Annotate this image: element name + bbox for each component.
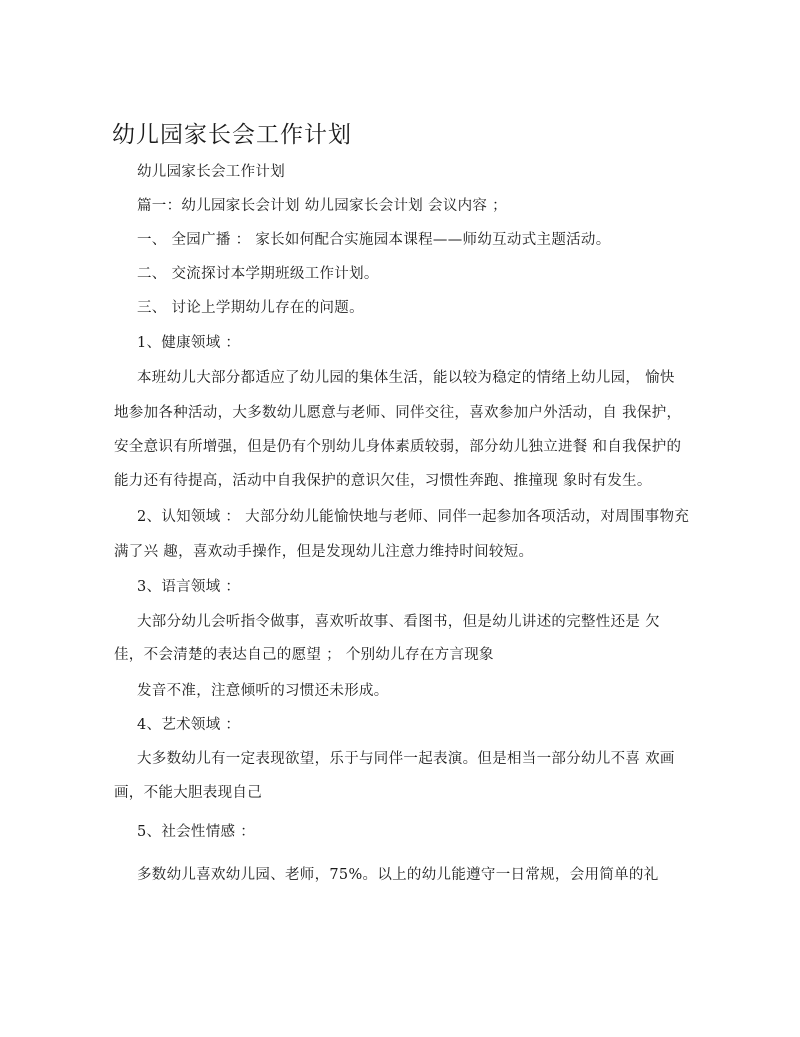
section-heading: 1、健康领域 ：	[137, 335, 241, 351]
text-line: 一、 全园广播 ： 家长如何配合实施园本课程——师幼互动式主题活动。	[137, 232, 611, 248]
text-line: 佳，不会清楚的表达自己的愿望 ； 个别幼儿存在方言现象	[114, 647, 494, 663]
text-line: 地参加各种活动，大多数幼儿愿意与老师、同伴交往，喜欢参加户外活动，自 我保护，	[114, 405, 682, 421]
text-line: 安全意识有所增强，但是仍有个别幼儿身体素质较弱，部分幼儿独立进餐 和自我保护的	[114, 439, 682, 455]
document-title: 幼儿园家长会工作计划	[112, 122, 352, 148]
text-line: 画，不能大胆表现自己	[114, 785, 262, 801]
text-line: 三、 讨论上学期幼儿存在的问题。	[137, 300, 364, 316]
text-line: 篇一：幼儿园家长会计划 幼儿园家长会计划 会议内容 ；	[137, 198, 507, 214]
section-heading: 3、语言领域 ：	[137, 579, 241, 595]
subtitle-line: 幼儿园家长会工作计划	[137, 164, 285, 180]
text-line: 满了兴 趣，喜欢动手操作，但是发现幼儿注意力维持时间较短。	[114, 544, 534, 560]
text-line: 2、认知领域 ： 大部分幼儿能愉快地与老师、同伴一起参加各项活动，对周围事物充	[137, 509, 690, 525]
text-line: 多数幼儿喜欢幼儿园、老师，75%。以上的幼儿能遵守一日常规，会用简单的礼	[137, 867, 659, 883]
text-line: 本班幼儿大部分都适应了幼儿园的集体生活，能以较为稳定的情绪上幼儿园， 愉快	[137, 370, 675, 386]
text-line: 能力还有待提高，活动中自我保护的意识欠佳，习惯性奔跑、推撞现 象时有发生。	[114, 473, 652, 489]
text-line: 发音不准，注意倾听的习惯还未形成。	[137, 683, 389, 699]
text-line: 二、 交流探讨本学期班级工作计划。	[137, 266, 379, 282]
section-heading: 5、社会性情感 ：	[137, 824, 256, 840]
text-line: 大部分幼儿会听指令做事，喜欢听故事、看图书，但是幼儿讲述的完整性还是 欠	[137, 614, 660, 630]
section-heading: 4、艺术领域 ：	[137, 717, 241, 733]
text-line: 大多数幼儿有一定表现欲望，乐于与同伴一起表演。但是相当一部分幼儿不喜 欢画	[137, 751, 675, 767]
